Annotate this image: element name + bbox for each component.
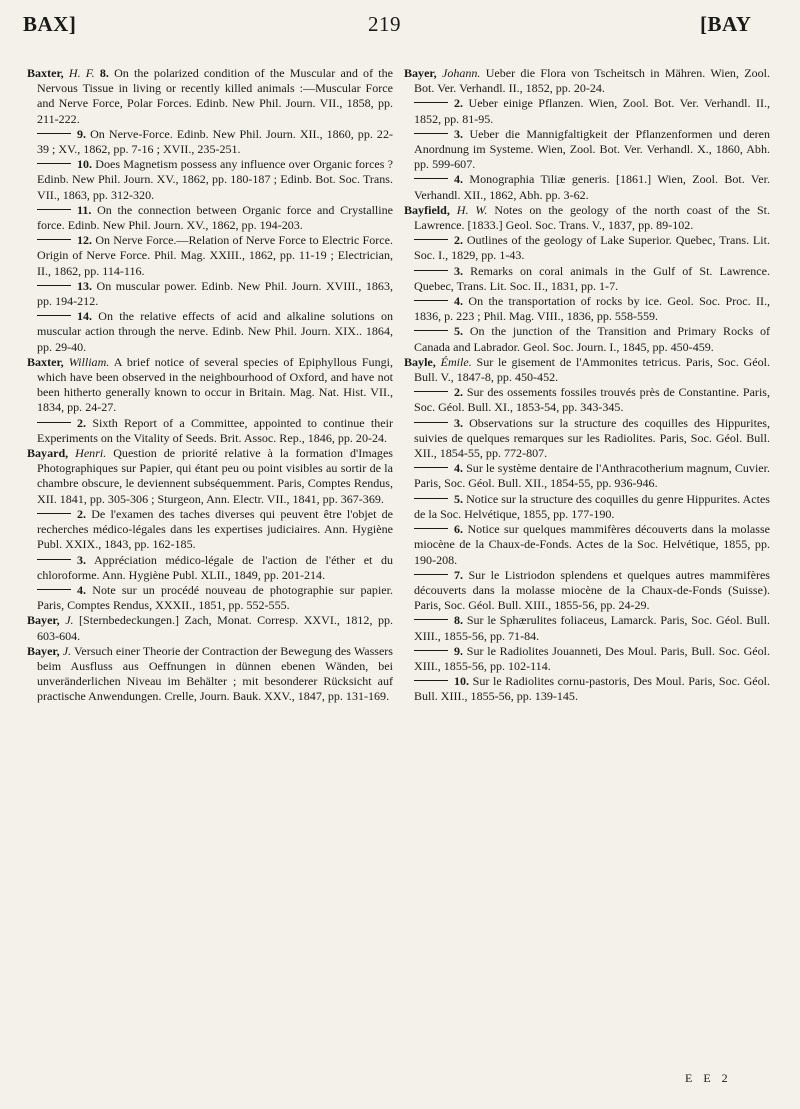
citation-text: Sur le gisement de l'Ammonites tetricus. Paris, Soc. Géol. Bull. V., 1847-8, pp. 450-452. — [414, 354, 770, 385]
citation-text: Sur des ossements fossiles trouvés près de Constantine. Paris, Soc. Géol. Bull. XI., 1853-54, pp. 343-345. — [414, 385, 770, 415]
author-given-name: Johann. — [441, 66, 481, 80]
bibliography-subentry — [27, 507, 393, 553]
citation-text: Sixth Report of a Committee, appointed to continue their Experiments on the Vitality of Seeds. Brit. Assoc. Rep., 1846, pp. 20-24. — [37, 415, 393, 445]
repeat-author-dash — [414, 498, 448, 499]
repeat-author-dash — [414, 239, 448, 240]
repeat-author-dash — [414, 467, 448, 468]
repeat-author-dash — [37, 513, 71, 514]
citation-text: On the transportation of rocks by ice. Geol. Soc. Proc. II., 1836, p. 223 ; Phil. Mag. VIII., 1836, pp. 558-559. — [414, 294, 770, 324]
bibliography-subentry — [27, 416, 393, 446]
bibliography-subentry — [27, 233, 393, 279]
citation-text: On the junction of the Transition and Primary Rocks of Canada and Labrador. Geol. Soc. Journ. I., 1845, pp. 450-459. — [414, 324, 771, 354]
entry-number: 6. — [454, 522, 464, 537]
repeat-author-dash — [414, 133, 448, 134]
bibliography-subentry — [404, 385, 770, 415]
bibliography-subentry — [404, 522, 770, 568]
repeat-author-dash — [37, 239, 71, 240]
bibliography-entry — [27, 446, 393, 507]
entry-number: 11. — [77, 202, 92, 217]
citation-text: Ueber die Flora von Tscheitsch in Mähren. Wien, Zool. Bot. Ver. Verhandl. II., 1852, pp. 20-24. — [414, 66, 771, 96]
bibliography-subentry — [404, 96, 770, 126]
citation-text: De l'examen des taches diverses qui peuvent être l'objet de recherches médico-légales dans les expertises judiciaires. Ann. Hygiène Publ. XXIX., 1843, pp. 162-185. — [37, 506, 394, 552]
citation-text: On Nerve-Force. Edinb. New Phil. Journ. XII., 1860, pp. 22-39 ; XV., 1862, pp. 7-16 ; XVII., 235-251. — [37, 126, 393, 157]
repeat-author-dash — [414, 528, 448, 529]
author-given-name: H. F. — [68, 66, 95, 80]
entry-number: 2. — [454, 385, 464, 400]
bibliography-subentry — [27, 583, 393, 613]
left-column — [27, 66, 393, 705]
entry-number: 3. — [77, 552, 87, 567]
entry-number: 2. — [77, 415, 87, 430]
entry-number: 8. — [454, 613, 464, 628]
citation-text: Remarks on coral animals in the Gulf of St. Lawrence. Quebec, Trans. Lit. Soc. II., 1831, pp. 1-7. — [414, 263, 770, 293]
repeat-author-dash — [414, 102, 448, 103]
entry-number: 14. — [77, 309, 93, 324]
entry-number: 5. — [454, 491, 464, 506]
entry-number: 2. — [77, 506, 87, 521]
entry-number: 9. — [454, 643, 464, 658]
bibliography-subentry — [404, 568, 770, 614]
bibliography-subentry — [404, 416, 770, 462]
citation-text: Ueber die Mannigfaltigkeit der Pflanzenformen und deren Anordnung im Systeme. Wien, Zool. Bot. Ver. Verhandl. X., 1860, Abh. pp. 599-607. — [414, 126, 770, 172]
entry-number: 3. — [454, 126, 464, 141]
right-column — [404, 66, 770, 705]
bibliography-entry — [404, 355, 770, 385]
header-left-range: BAX] — [23, 12, 77, 36]
bibliography-subentry — [404, 127, 770, 173]
bibliography-subentry — [404, 294, 770, 324]
entry-number: 7. — [454, 567, 464, 582]
citation-text: On the relative effects of acid and alkaline solutions on muscular action through the nerve. Edinb. New Phil. Journ. XIX.. 1864, pp. 29-40. — [37, 309, 393, 354]
entry-number: 2. — [454, 96, 464, 111]
entry-number: 8. — [99, 66, 109, 80]
citation-text: Notes on the geology of the north coast of the St. Lawrence. [1833.] Geol. Soc. Trans. V., 1837, pp. 89-102. — [414, 202, 771, 233]
repeat-author-dash — [414, 650, 448, 651]
citation-text: On Nerve Force.—Relation of Nerve Force to Electric Force. Origin of Nerve Force. Phil. Mag. XXIII., 1862, pp. 11-19 ; Electrician, II., 1862, pp. 114-116. — [37, 233, 393, 278]
author-surname: Bayfield, — [404, 202, 450, 217]
author-surname: Bayer, — [404, 66, 437, 80]
repeat-author-dash — [37, 163, 71, 164]
bibliography-subentry — [27, 279, 393, 309]
bibliography-subentry — [27, 553, 393, 583]
citation-text: Does Magnetism possess any influence over Organic forces ? Edinb. New Phil. Journ. XV., 1862, pp. 180-187 ; Edinb. Bot. Soc. Trans. VII., 1863, pp. 312-320. — [37, 157, 394, 202]
repeat-author-dash — [37, 589, 71, 590]
entry-number: 10. — [454, 674, 470, 689]
repeat-author-dash — [414, 330, 448, 331]
repeat-author-dash — [37, 315, 71, 316]
entry-number: 12. — [77, 233, 93, 248]
repeat-author-dash — [37, 285, 71, 286]
citation-text: Sur le Radiolites Jouanneti, Des Moul. Paris, Bull. Soc. Géol. XIII., 1855-56, pp. 102-114. — [414, 643, 770, 673]
bibliography-entry — [404, 66, 770, 96]
entry-number: 3. — [454, 415, 464, 430]
citation-text: Notice sur la structure des coquilles du genre Hippurites. Actes de la Soc. Helvétique, 1855, pp. 177-190. — [414, 491, 770, 521]
citation-text: Appréciation médico-légale de l'action de l'éther et du chloroforme. Ann. Hygiène Publ. XLII., 1849, pp. 201-214. — [37, 552, 393, 582]
author-given-name: Henri. — [75, 446, 107, 461]
citation-text: Sur le Radiolites cornu-pastoris, Des Moul. Paris, Soc. Géol. Bull. XIII., 1855-56, pp. 139-145. — [414, 674, 770, 704]
entry-number: 13. — [77, 278, 93, 293]
entry-number: 9. — [77, 126, 87, 141]
repeat-author-dash — [37, 209, 71, 210]
citation-text: Outlines of the geology of Lake Superior. Quebec, Trans. Lit. Soc. I., 1829, pp. 1-43. — [414, 233, 770, 263]
citation-text: Sur le système dentaire de l'Anthracotherium magnum, Cuvier. Paris, Soc. Géol. Bull. XII., 1854-55, pp. 936-946. — [414, 461, 770, 491]
citation-text: Monographia Tiliæ generis. [1861.] Wien, Zool. Bot. Ver. Verhandl. XII., 1862, Abh. pp. 3-62. — [414, 172, 770, 202]
bibliography-entry — [27, 66, 393, 127]
bibliography-subentry — [27, 309, 393, 355]
repeat-author-dash — [414, 574, 448, 575]
bibliography-subentry — [27, 157, 393, 203]
entry-number: 10. — [77, 157, 93, 172]
bibliography-subentry — [404, 264, 770, 294]
citation-text: Notice sur quelques mammifères découverts dans la molasse miocène de la Chaux-de-Fonds. Actes de la Soc. Helvétique, 1855, pp. 190-208. — [414, 522, 770, 567]
citation-text: Sur le Sphærulites foliaceus, Lamarck. Paris, Soc. Géol. Bull. XIII., 1855-56, pp. 71-84. — [414, 613, 771, 643]
citation-text: Sur le Listriodon splendens et quelques autres mammifères découverts dans la molasse miocène de la Chaux-de-Fonds (Suisse). Paris, Soc. Géol. Bull. XIII., 1855-56, pp. 24-29. — [414, 567, 770, 613]
header-right-range: [BAY — [700, 12, 752, 36]
bibliography-subentry — [404, 172, 770, 202]
bibliography-subentry — [404, 613, 770, 643]
bibliography-subentry — [404, 492, 770, 522]
citation-text: On the polarized condition of the Muscular and of the Nervous Tissue in living or recently killed animals :—Muscular Force and Nerve Force, Polar Forces. Edinb. New Phil. Journ. VII., 1858, pp. 211-222. — [37, 66, 394, 126]
bibliography-subentry — [27, 127, 393, 157]
entry-number: 2. — [454, 233, 464, 248]
bibliography-subentry — [27, 203, 393, 233]
repeat-author-dash — [414, 178, 448, 179]
citation-text: Versuch einer Theorie der Contraction der Bewegung des Wassers beim Ausfluss aus Oeffnungen in dünnen ebenen Wänden, bei unveränderlichen Niveau im Behälter ; mit besonderer Rücksicht auf practische Anwendungen. Crelle, Journ. Bauk. XXV., 1847, pp. 131-169. — [37, 643, 393, 704]
author-given-name: J. — [65, 613, 74, 628]
repeat-author-dash — [37, 422, 71, 423]
repeat-author-dash — [414, 680, 448, 681]
author-given-name: H. W. — [456, 202, 488, 217]
citation-text: Question de priorité relative à la formation d'Images Photographiques sur Papier, qui étant peu ou point visibles au sortir de la chambre obscure, le deviennent subséquemment. Paris, Comptes Rendus, XII. 1841, pp. 305-306 ; Sturgeon, Ann. Electr. VII., 1841, pp. 367-369. — [37, 446, 393, 506]
author-surname: Bayer, — [27, 643, 60, 658]
signature-mark: E E 2 — [685, 1071, 732, 1085]
citation-text: On the connection between Organic force and Crystalline force. Edinb. New Phil. Journ. XV., 1862, pp. 194-203. — [37, 202, 393, 233]
bibliography-subentry — [404, 233, 770, 263]
repeat-author-dash — [414, 391, 448, 392]
bibliography-entry — [27, 644, 393, 705]
entry-number: 4. — [77, 582, 87, 597]
citation-text: A brief notice of several species of Epiphyllous Fungi, which have been observed in the neighbourhood of Oxford, and have not been hitherto generally known to occur in Britain. Mag. Nat. Hist. VII., 1834, pp. 24-27. — [37, 354, 393, 415]
author-given-name: Émile. — [440, 354, 472, 369]
entry-number: 3. — [454, 263, 464, 278]
repeat-author-dash — [414, 619, 448, 620]
bibliography-entry — [27, 355, 393, 416]
bibliography-entry — [404, 203, 770, 233]
bibliography-subentry — [404, 644, 770, 674]
citation-text: [Sternbedeckungen.] Zach, Monat. Corresp. XXVI., 1812, pp. 603-604. — [37, 613, 394, 643]
citation-text: Note sur un procédé nouveau de photographie sur papier. Paris, Comptes Rendus, XXXII., 1851, pp. 552-555. — [37, 582, 393, 613]
bibliography-entry — [27, 613, 393, 643]
author-given-name: J. — [62, 643, 72, 658]
author-surname: Bayle, — [404, 354, 436, 369]
entry-number: 5. — [454, 324, 464, 339]
entry-number: 4. — [454, 461, 464, 476]
author-surname: Bayard, — [27, 446, 69, 461]
citation-text: Ueber einige Pflanzen. Wien, Zool. Bot. Ver. Verhandl. II., 1852, pp. 81-95. — [414, 96, 770, 126]
author-surname: Bayer, — [27, 613, 60, 628]
bibliography-subentry — [404, 324, 770, 354]
author-given-name: William. — [68, 354, 110, 369]
author-surname: Baxter, — [27, 354, 64, 369]
citation-text: Observations sur la structure des coquilles des Hippurites, suivies de quelques remarques sur les Radiolites. Paris, Soc. Géol. Bull. XII., 1854-55, pp. 772-807. — [414, 415, 770, 461]
repeat-author-dash — [37, 559, 71, 560]
citation-text: On muscular power. Edinb. New Phil. Journ. XVIII., 1863, pp. 194-212. — [37, 278, 393, 309]
repeat-author-dash — [414, 270, 448, 271]
author-surname: Baxter, — [27, 66, 64, 80]
bibliography-subentry — [404, 674, 770, 704]
bibliography-subentry — [404, 461, 770, 491]
repeat-author-dash — [37, 133, 71, 134]
repeat-author-dash — [414, 422, 448, 423]
entry-number: 4. — [454, 172, 464, 187]
repeat-author-dash — [414, 300, 448, 301]
entry-number: 4. — [454, 294, 464, 309]
page-number: 219 — [368, 12, 401, 36]
